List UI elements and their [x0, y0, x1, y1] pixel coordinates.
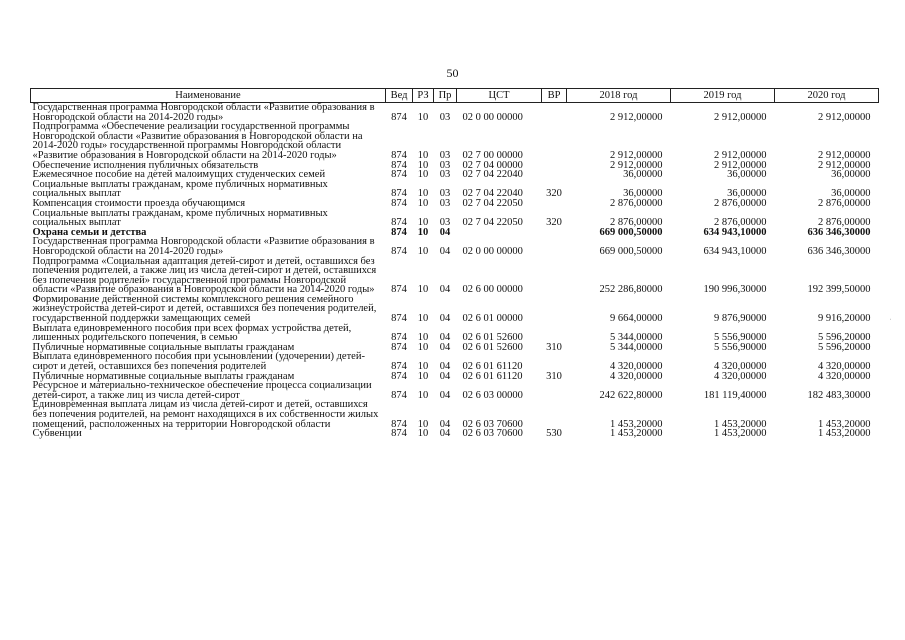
row-vr [542, 400, 567, 429]
row-rz: 10 [417, 284, 429, 296]
row-name: Выплата единовременного пособия при всех формах устройства детей, лишенных родительского попечения, в семью [32, 322, 352, 344]
row-pr: 04 [439, 361, 451, 373]
row-value-2018: 36,00000 [623, 169, 663, 181]
row-vr: 310 [546, 370, 562, 382]
row-pr: 04 [439, 245, 451, 257]
row-pr: 04 [439, 389, 451, 401]
row-value-2020: 192 399,50000 [807, 284, 871, 296]
row-value-2020: 1 453,20000 [818, 428, 871, 440]
row-value-2020: 636 346,30000 [807, 245, 871, 257]
row-value-2019: 634 943,10000 [703, 245, 767, 257]
row-csr: 02 6 01 61120 [462, 370, 523, 382]
row-ved: 874 [391, 418, 407, 430]
row-vr [542, 295, 567, 324]
row-value-2018: 2 876,00000 [610, 197, 663, 209]
row-value-2019: 36,00000 [727, 188, 767, 200]
row-value-2020: 1 453,20000 [818, 418, 871, 430]
row-rz: 10 [417, 111, 429, 123]
row-name: Выплата единовременного пособия при усыновлении (удочерении) детей-сирот и детей, оставшихся без попечения родителей [32, 351, 365, 373]
row-pr: 03 [439, 149, 451, 161]
row-value-2020: 182 483,30000 [807, 389, 871, 401]
row-ved: 874 [391, 217, 407, 229]
row-pr: 04 [439, 428, 451, 440]
row-csr: 02 7 04 22040 [462, 169, 523, 181]
row-vr [542, 122, 567, 160]
row-pr: 04 [439, 313, 451, 325]
row-csr: 02 7 04 22050 [462, 197, 523, 209]
row-ved: 874 [391, 428, 407, 440]
row-value-2020: 36,00000 [831, 188, 871, 200]
row-vr [542, 161, 567, 171]
row-value-2020: 2 876,00000 [818, 197, 871, 209]
row-rz: 10 [417, 418, 429, 430]
row-pr: 04 [439, 418, 451, 430]
row-csr: 02 7 04 22040 [462, 188, 523, 200]
row-ved: 874 [391, 341, 407, 353]
row-vr [542, 228, 567, 238]
row-value-2018: 2 912,00000 [610, 159, 663, 171]
table-body [31, 103, 879, 439]
row-name: Обеспечение исполнения публичных обязательств [32, 159, 259, 171]
row-csr [457, 228, 542, 238]
budget-table-container [30, 88, 878, 439]
row-vr [542, 257, 567, 295]
row-rz: 10 [417, 389, 429, 401]
row-value-2020: 636 346,30000 [807, 226, 871, 238]
row-value-2019: 4 320,00000 [714, 361, 767, 373]
row-csr: 02 6 01 00000 [462, 313, 523, 325]
table-row [31, 237, 879, 256]
row-ved: 874 [391, 245, 407, 257]
row-pr: 03 [439, 159, 451, 171]
budget-table [30, 88, 879, 439]
header-2018: 2018 год [567, 89, 671, 103]
header-vr: ВР [542, 89, 567, 103]
row-value-2020: 2 912,00000 [818, 149, 871, 161]
row-value-2019: 2 876,00000 [714, 217, 767, 229]
row-value-2019: 1 453,20000 [714, 418, 767, 430]
row-rz: 10 [417, 245, 429, 257]
table-row [31, 103, 879, 123]
row-value-2020: 2 912,00000 [818, 159, 871, 171]
row-ved: 874 [391, 159, 407, 171]
row-value-2019: 36,00000 [727, 169, 767, 181]
row-name: Государственная программа Новгородской области «Развитие образования в Новгородской области на 2014-2020 годы» [32, 102, 375, 123]
row-vr [542, 324, 567, 343]
row-value-2020: 2 912,00000 [818, 111, 871, 123]
table-row [31, 400, 879, 429]
row-value-2019: 5 556,90000 [714, 332, 767, 344]
row-rz: 10 [417, 197, 429, 209]
row-value-2018: 36,00000 [623, 188, 663, 200]
header-2020: 2020 год [775, 89, 879, 103]
row-csr: 02 6 01 61120 [462, 361, 523, 373]
row-value-2018: 669 000,50000 [599, 245, 663, 257]
row-name: Публичные нормативные социальные выплаты гражданам [32, 341, 295, 353]
row-value-2019: 9 876,90000 [714, 313, 767, 325]
row-pr: 03 [439, 197, 451, 209]
row-vr [542, 381, 567, 400]
row-value-2018: 2 876,00000 [610, 217, 663, 229]
row-name: Подпрограмма «Обеспечение реализации государственной программы Новгородской области «Развитие образования в Новгородской области на 2014-2020 годы» государственной программы Новгородской области «Развитие образования в Новгородской области на 2014-2020 годы» [32, 121, 363, 161]
row-value-2020: 5 596,20000 [818, 341, 871, 353]
row-ved: 874 [391, 226, 407, 238]
row-rz: 10 [417, 332, 429, 344]
row-value-2020: 2 876,00000 [818, 217, 871, 229]
row-value-2018: 1 453,20000 [610, 428, 663, 440]
row-value-2020: 5 596,20000 [818, 332, 871, 344]
header-ved: Вед [386, 89, 413, 103]
row-ved: 874 [391, 197, 407, 209]
row-value-2020: 36,00000 [831, 169, 871, 181]
row-value-2018: 4 320,00000 [610, 361, 663, 373]
row-value-2019: 2 912,00000 [714, 149, 767, 161]
row-pr: 04 [439, 226, 451, 238]
row-value-2019: 1 453,20000 [714, 428, 767, 440]
row-vr [542, 352, 567, 371]
table-row [31, 352, 879, 371]
row-name: Социальные выплаты гражданам, кроме публичных нормативных социальных выплат [32, 207, 328, 229]
row-value-2018: 252 286,80000 [599, 284, 663, 296]
table-row [31, 324, 879, 343]
table-row [31, 180, 879, 199]
row-value-2019: 4 320,00000 [714, 370, 767, 382]
row-value-2019: 190 996,30000 [703, 284, 767, 296]
row-pr: 04 [439, 370, 451, 382]
header-pr: Пр [434, 89, 457, 103]
row-value-2019: 2 876,00000 [714, 197, 767, 209]
row-name: Ежемесячное пособие на детей малоимущих студенческих семей [32, 169, 326, 181]
table-row [31, 429, 879, 439]
row-value-2018: 1 453,20000 [610, 418, 663, 430]
table-header-row [31, 89, 879, 103]
row-pr: 03 [439, 169, 451, 181]
header-name: Наименование [31, 89, 386, 103]
row-ved: 874 [391, 370, 407, 382]
row-ved: 874 [391, 188, 407, 200]
row-name: Государственная программа Новгородской области «Развитие образования в Новгородской области на 2014-2020 годы» [32, 236, 375, 257]
row-ved: 874 [391, 313, 407, 325]
row-ved: 874 [391, 332, 407, 344]
row-value-2018: 4 320,00000 [610, 370, 663, 382]
row-pr: 03 [439, 188, 451, 200]
row-vr: 310 [546, 341, 562, 353]
table-row [31, 381, 879, 400]
row-name: Субвенции [32, 428, 82, 440]
row-value-2019: 5 556,90000 [714, 341, 767, 353]
row-vr [542, 170, 567, 180]
row-value-2018: 2 912,00000 [610, 111, 663, 123]
row-value-2018: 242 622,80000 [599, 389, 663, 401]
row-ved: 874 [391, 149, 407, 161]
table-row [31, 122, 879, 160]
row-ved: 874 [391, 284, 407, 296]
row-csr: 02 6 03 70600 [462, 428, 523, 440]
row-csr: 02 7 04 00000 [462, 159, 523, 171]
row-csr: 02 0 00 00000 [462, 111, 523, 123]
row-csr: 02 6 01 52600 [462, 332, 523, 344]
row-rz: 10 [417, 313, 429, 325]
row-value-2020: 4 320,00000 [818, 361, 871, 373]
table-row [31, 295, 879, 324]
row-value-2019: 181 119,40000 [703, 389, 767, 401]
row-name: Единовременная выплата лицам из числа детей-сирот и детей, оставшихся без попечения родителей, на ремонт находящихся в их собственности жилых помещений, расположенных на территории Новгородской области [32, 399, 379, 430]
row-rz: 10 [417, 341, 429, 353]
row-value-2018: 669 000,50000 [599, 226, 663, 238]
row-name: Охрана семьи и детства [32, 226, 147, 238]
page-number: 50 [446, 66, 459, 80]
header-csr: ЦСТ [457, 89, 542, 103]
row-vr [542, 199, 567, 209]
row-rz: 10 [417, 428, 429, 440]
row-csr: 02 6 03 00000 [462, 389, 523, 401]
row-ved: 874 [391, 361, 407, 373]
row-value-2018: 9 664,00000 [610, 313, 663, 325]
table-row [31, 257, 879, 295]
row-pr: 03 [439, 217, 451, 229]
row-rz: 10 [417, 149, 429, 161]
row-csr: 02 7 00 00000 [462, 149, 523, 161]
row-rz: 10 [417, 169, 429, 181]
row-vr: 530 [546, 428, 562, 440]
row-vr: 320 [546, 188, 562, 200]
row-csr: 02 0 00 00000 [462, 245, 523, 257]
row-csr: 02 6 01 52600 [462, 341, 523, 353]
row-name: Формирование действенной системы комплексного решения семейного жизнеустройства детей-сирот и детей, оставшихся без попечения родителей, государственной поддержки замещающих семей [32, 293, 377, 325]
row-value-2020: 4 320,00000 [818, 370, 871, 382]
row-pr: 03 [439, 111, 451, 123]
row-pr: 04 [439, 332, 451, 344]
row-name: Ресурсное и материально-техническое обеспечение процесса социализации детей-сирот, а также лиц из числа детей-сирот [32, 380, 372, 401]
header-rz: РЗ [413, 89, 434, 103]
row-value-2018: 2 912,00000 [610, 149, 663, 161]
row-vr: 320 [546, 217, 562, 229]
row-value-2018: 5 344,00000 [610, 332, 663, 344]
row-ved: 874 [391, 169, 407, 181]
row-value-2019: 2 912,00000 [714, 111, 767, 123]
row-pr: 04 [439, 284, 451, 296]
row-name: Публичные нормативные социальные выплаты гражданам [32, 370, 295, 382]
row-rz: 10 [417, 226, 429, 238]
row-rz: 10 [417, 370, 429, 382]
row-name: Компенсация стоимости проезда обучающимся [32, 197, 246, 209]
scan-margin-mark: · [886, 318, 894, 321]
row-name: Социальные выплаты гражданам, кроме публичных нормативных социальных выплат [32, 178, 328, 200]
table-row [31, 209, 879, 228]
row-ved: 874 [391, 111, 407, 123]
row-value-2018: 5 344,00000 [610, 341, 663, 353]
row-csr: 02 6 03 70600 [462, 418, 523, 430]
header-2019: 2019 год [671, 89, 775, 103]
row-vr [542, 237, 567, 256]
row-value-2019: 2 912,00000 [714, 159, 767, 171]
row-pr: 04 [439, 341, 451, 353]
row-rz: 10 [417, 217, 429, 229]
row-vr [542, 103, 567, 123]
row-ved: 874 [391, 389, 407, 401]
row-value-2019: 634 943,10000 [703, 226, 767, 238]
row-csr: 02 7 04 22050 [462, 217, 523, 229]
row-rz: 10 [417, 159, 429, 171]
row-rz: 10 [417, 361, 429, 373]
row-name: Подпрограмма «Социальная адаптация детей-сирот и детей, оставшихся без попечения родителей, а также лиц из числа детей-сирот и детей, оставшихся без попечения родителей» государственной программы Новгородской области «Развитие образования в Новгородской области на 2014-2020 годы» [32, 255, 377, 296]
row-csr: 02 6 00 00000 [462, 284, 523, 296]
row-rz: 10 [417, 188, 429, 200]
row-value-2020: 9 916,20000 [818, 313, 871, 325]
